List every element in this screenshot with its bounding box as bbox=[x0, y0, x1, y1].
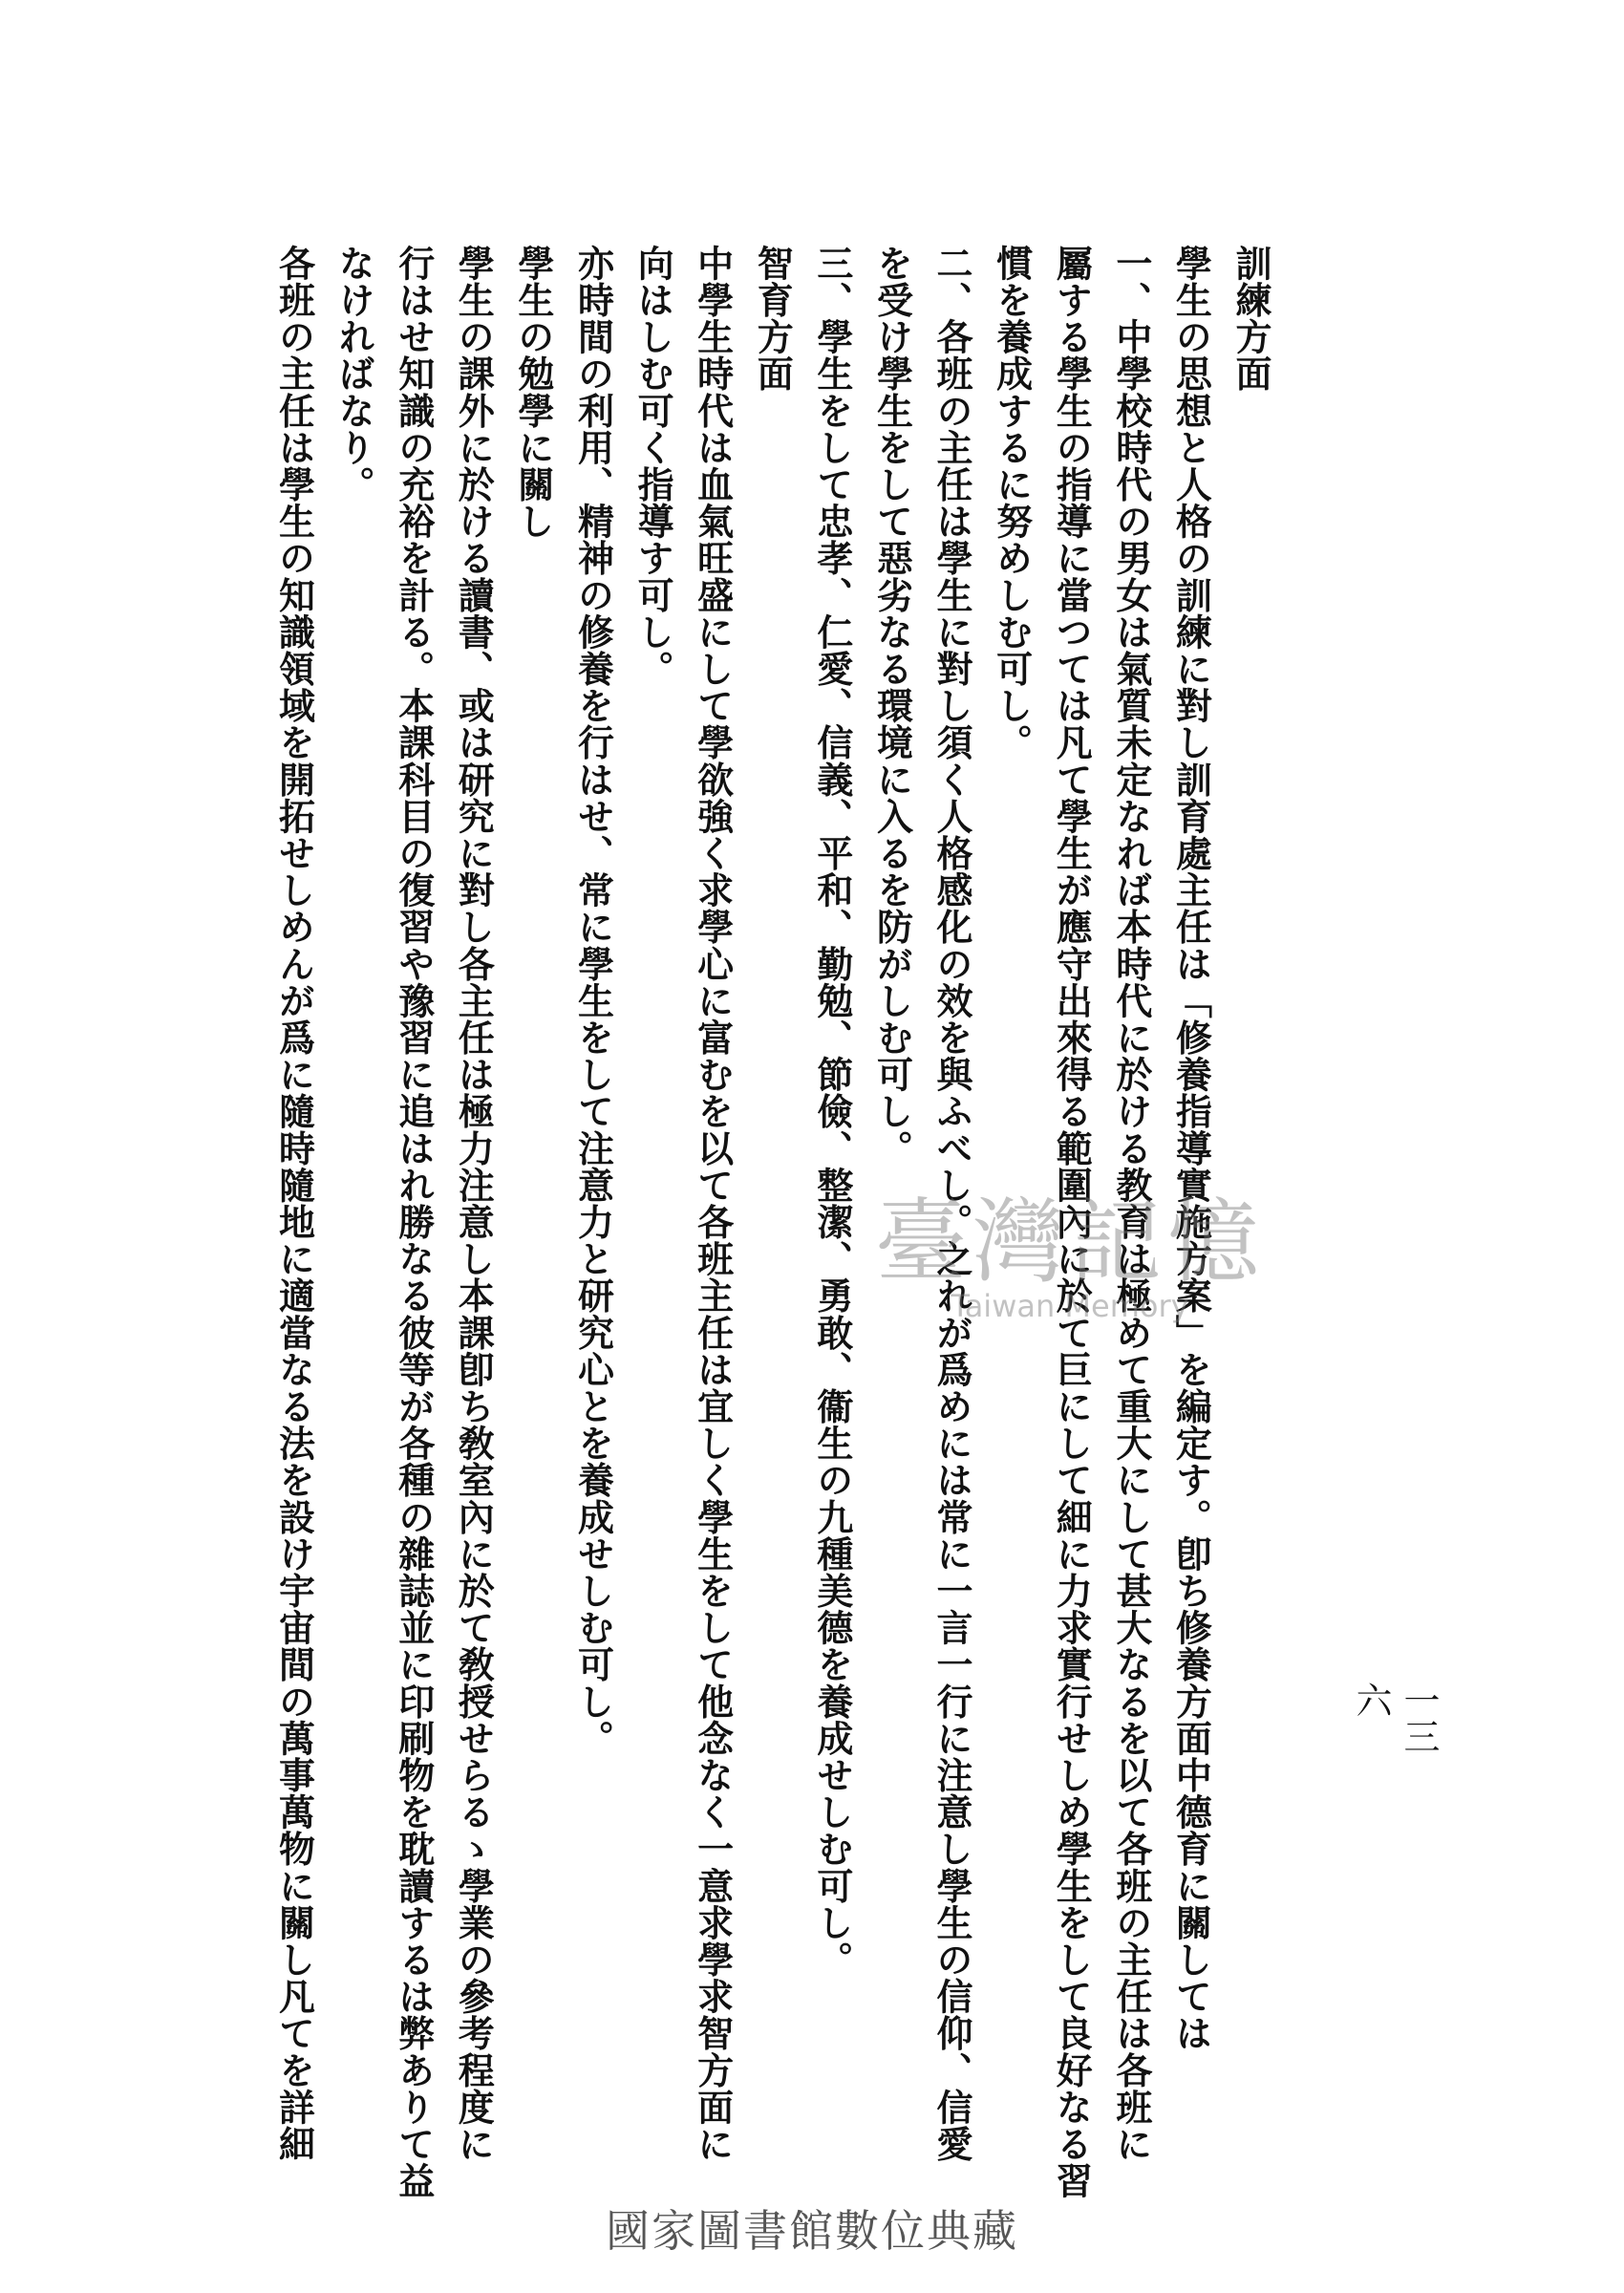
text-line: 學生の思想と人格の訓練に對し訓育處主任は「修養指導實施方案」を編定す。卽ち修養方面中德育に關しては bbox=[1169, 245, 1213, 2052]
watermark-subtitle: Taiwan Memory bbox=[951, 1288, 1189, 1324]
text-line: 慣を養成するに努めしむ可し。 bbox=[990, 245, 1034, 761]
text-line: 二、各班の主任は學生に對し須く人格感化の效を與ふべし。之れが爲めには常に一言一行に注意し學生の信仰、信愛 bbox=[930, 245, 974, 2163]
text-line: 各班の主任は學生の知識領域を開拓せしめんが爲に隨時隨地に適當なる法を設け宇宙間の萬事萬物に關し凡てを詳細 bbox=[272, 245, 316, 2163]
footer-credit: 國家圖書館數位典藏 bbox=[606, 2205, 1018, 2257]
heading-training: 訓練方面 bbox=[1229, 245, 1272, 393]
text-line: を受け學生をして惡劣なる環境に入るを防がしむ可し。 bbox=[870, 245, 914, 1167]
text-line: 學生の課外に於ける讀書、或は研究に對し各主任は極力注意し本課卽ち敎室內に於て敎授せらるゝ學業の參考程度に bbox=[452, 245, 496, 2163]
text-line: 三、學生をして忠孝、仁愛、信義、平和、勤勉、節儉、整潔、勇敢、衞生の九種美德を養成せしむ可し。 bbox=[810, 245, 854, 1979]
heading-study: 學生の勉學に關し bbox=[511, 245, 555, 540]
vertical-text-body bbox=[267, 245, 1280, 2199]
page-number: 一三六 bbox=[1350, 1682, 1440, 1754]
text-line: 亦時間の利用、精神の修養を行はせ、常に學生をして注意力と研究心とを養成せしむ可し。 bbox=[571, 245, 615, 1757]
watermark-logo-text: 臺灣記憶 bbox=[875, 1189, 1265, 1296]
text-line: 向はしむ可く指導す可し。 bbox=[631, 245, 675, 688]
heading-intellectual: 智育方面 bbox=[751, 245, 795, 393]
text-line: 屬する學生の指導に當つては凡て學生が應守出來得る範圍內に於て巨にして細に力求實行せしめ學生をして良好なる習 bbox=[1050, 245, 1094, 2199]
text-line: 中學生時代は血氣旺盛にして學欲強く求學心に富むを以て各班主任は宜しく學生をして他念なく一意求學求智方面に bbox=[691, 245, 735, 2163]
text-line: 一、中學校時代の男女は氣質未定なれば本時代に於ける教育は極めて重大にして甚大なるを以て各班の主任は各班に bbox=[1109, 245, 1153, 2163]
text-line: なければなり。 bbox=[332, 245, 376, 504]
text-line: 行はせ知識の充裕を計る。本課科目の復習や豫習に追はれ勝なる彼等が各種の雜誌並に印刷物を耽讀するは弊ありて益 bbox=[392, 245, 436, 2199]
taiwan-memory-watermark bbox=[802, 1189, 1337, 1328]
